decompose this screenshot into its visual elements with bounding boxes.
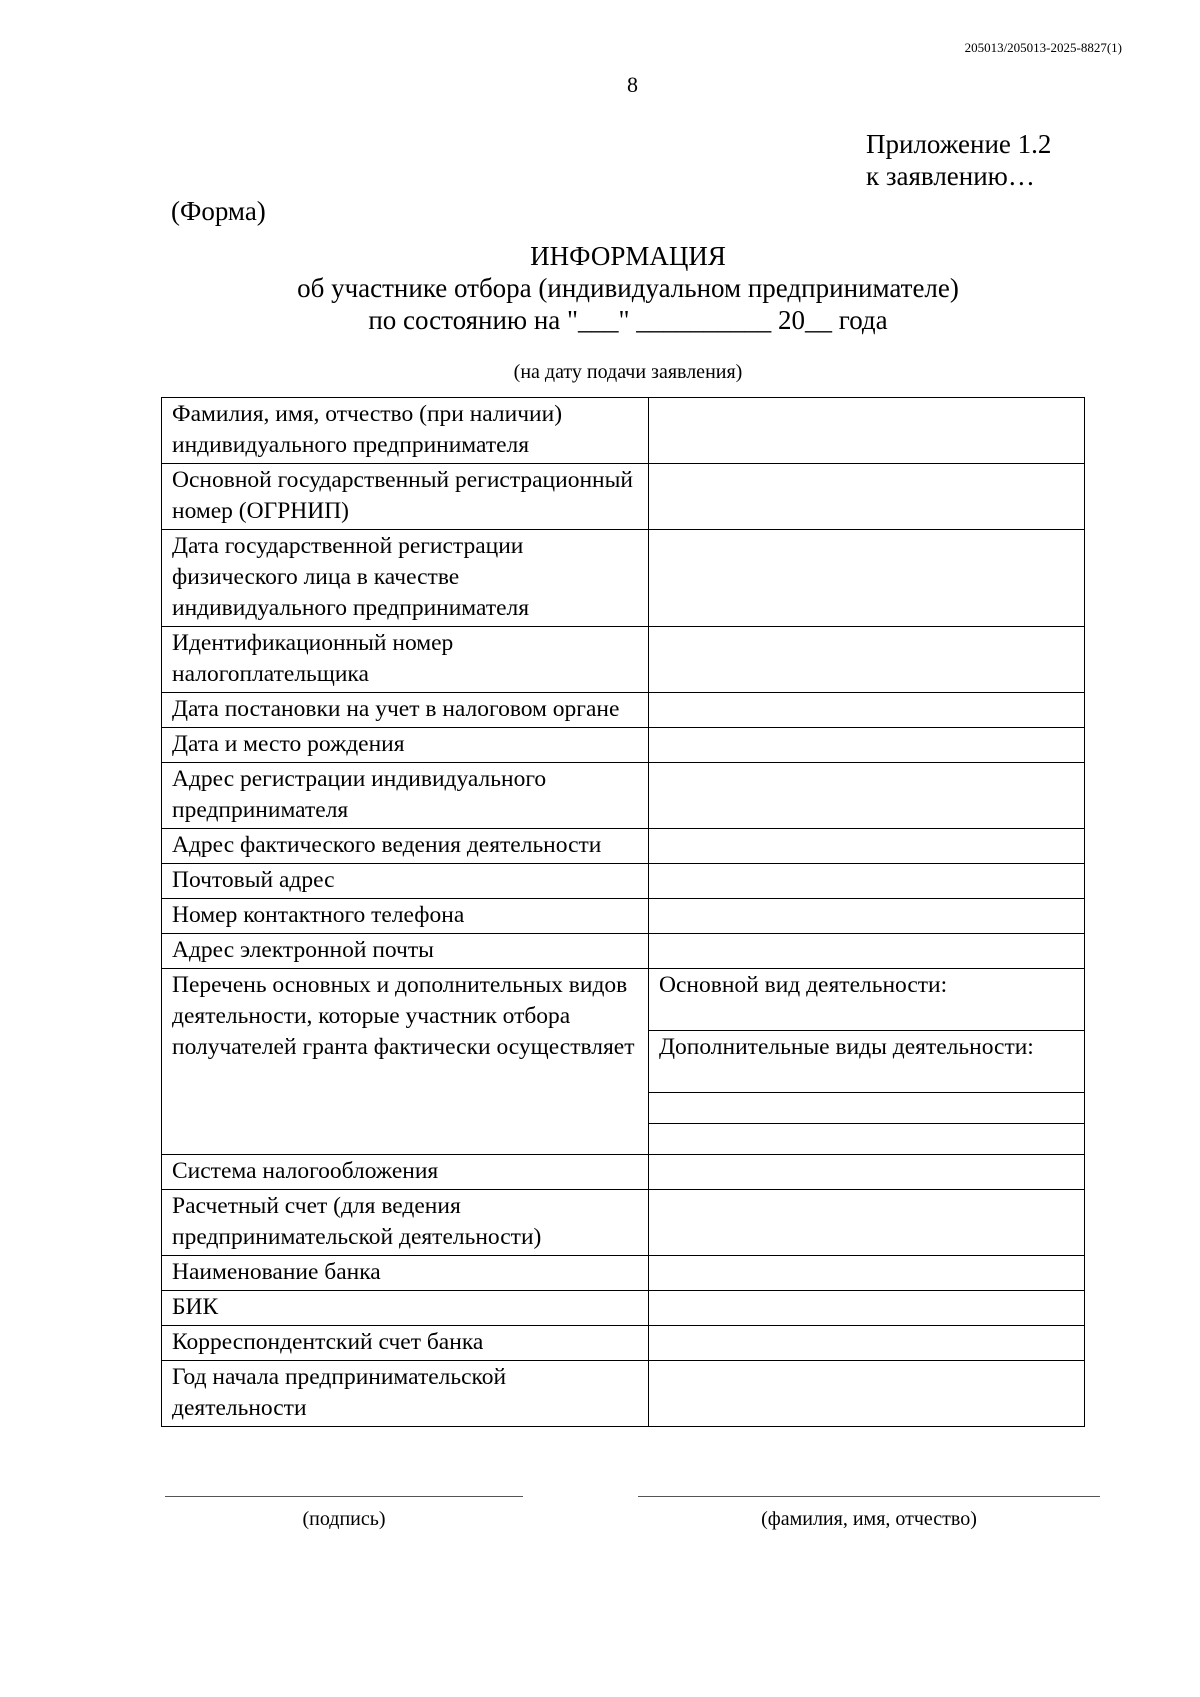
row-value-cell[interactable]	[649, 530, 1085, 627]
row-label-cell: Основной государственный регистрационный номер (ОГРНИП)	[162, 464, 649, 530]
table-row-activities	[162, 969, 1085, 1031]
appendix-line-1: Приложение 1.2	[866, 129, 1052, 159]
date-note: (на дату подачи заявления)	[513, 361, 743, 383]
table-row	[162, 1190, 1085, 1256]
row-label-cell: Дата государственной регистрации физического лица в качестве индивидуального предпринимателя	[162, 530, 649, 627]
row-value-cell[interactable]	[649, 864, 1085, 899]
row-value-cell[interactable]	[649, 1190, 1085, 1256]
row-label-cell: Адрес фактического ведения деятельности	[162, 829, 649, 864]
title-line-3: по состоянию на "___" __________ 20__ года	[368, 305, 888, 335]
table-row	[162, 464, 1085, 530]
table-body-bottom	[162, 1155, 1085, 1427]
table-row	[162, 1155, 1085, 1190]
row-label-cell: Дата постановки на учет в налоговом органе	[162, 693, 649, 728]
activities-section	[162, 969, 1085, 1155]
table-row	[162, 1291, 1085, 1326]
table-row	[162, 899, 1085, 934]
table-row	[162, 1361, 1085, 1427]
main-activity-cell[interactable]: Основной вид деятельности:	[649, 969, 1085, 1031]
table-row	[162, 693, 1085, 728]
title-line-1: ИНФОРМАЦИЯ	[530, 241, 726, 271]
table-row	[162, 763, 1085, 829]
info-table	[161, 397, 1085, 1427]
table-row	[162, 728, 1085, 763]
table-row	[162, 1326, 1085, 1361]
row-label-cell: Адрес электронной почты	[162, 934, 649, 969]
row-value-cell[interactable]	[649, 829, 1085, 864]
row-label-cell: Идентификационный номер налогоплательщика	[162, 627, 649, 693]
row-value-cell[interactable]	[649, 464, 1085, 530]
row-value-cell[interactable]	[649, 728, 1085, 763]
title-line-2: об участнике отбора (индивидуальном предпринимателе)	[297, 273, 959, 303]
row-label-cell: БИК	[162, 1291, 649, 1326]
table-body-top	[162, 398, 1085, 969]
appendix-line-2: к заявлению…	[866, 161, 1035, 191]
row-label-cell: Дата и место рождения	[162, 728, 649, 763]
table-row	[162, 530, 1085, 627]
row-label-cell: Наименование банка	[162, 1256, 649, 1291]
row-value-cell[interactable]	[649, 934, 1085, 969]
appendix-note	[866, 128, 1051, 192]
row-label-cell: Корреспондентский счет банка	[162, 1326, 649, 1361]
row-label-cell: Адрес регистрации индивидуального предпринимателя	[162, 763, 649, 829]
row-value-cell[interactable]	[649, 763, 1085, 829]
row-label-cell: Год начала предпринимательской деятельности	[162, 1361, 649, 1427]
table-row	[162, 864, 1085, 899]
additional-activities-cell[interactable]: Дополнительные виды деятельности:	[649, 1031, 1085, 1093]
table-row	[162, 627, 1085, 693]
full-name-line[interactable]	[638, 1496, 1100, 1497]
document-title	[0, 240, 1200, 336]
table-row	[162, 398, 1085, 464]
document-id: 205013/205013-2025-8827(1)	[964, 40, 1122, 55]
row-label-cell: Система налогообложения	[162, 1155, 649, 1190]
activities-label-cell: Перечень основных и дополнительных видов деятельности, которые участник отбора получателей гранта фактически осуществляет	[162, 969, 649, 1155]
row-value-cell[interactable]	[649, 1256, 1085, 1291]
signature-caption: (подпись)	[302, 1508, 386, 1530]
row-value-cell[interactable]	[649, 1155, 1085, 1190]
row-label-cell: Номер контактного телефона	[162, 899, 649, 934]
page-number: 8	[627, 72, 638, 97]
additional-activity-blank-cell[interactable]	[649, 1093, 1085, 1124]
row-value-cell[interactable]	[649, 1361, 1085, 1427]
row-value-cell[interactable]	[649, 1291, 1085, 1326]
row-label-cell: Почтовый адрес	[162, 864, 649, 899]
row-value-cell[interactable]	[649, 627, 1085, 693]
row-value-cell[interactable]	[649, 693, 1085, 728]
row-value-cell[interactable]	[649, 899, 1085, 934]
row-value-cell[interactable]	[649, 1326, 1085, 1361]
table-row	[162, 1256, 1085, 1291]
table-row	[162, 934, 1085, 969]
signature-line[interactable]	[165, 1496, 523, 1497]
form-label: (Форма)	[171, 196, 266, 226]
row-label-cell: Фамилия, имя, отчество (при наличии) индивидуального предпринимателя	[162, 398, 649, 464]
row-value-cell[interactable]	[649, 398, 1085, 464]
row-label-cell: Расчетный счет (для ведения предпринимательской деятельности)	[162, 1190, 649, 1256]
table-row	[162, 829, 1085, 864]
full-name-caption: (фамилия, имя, отчество)	[761, 1508, 977, 1530]
additional-activity-blank-cell[interactable]	[649, 1124, 1085, 1155]
